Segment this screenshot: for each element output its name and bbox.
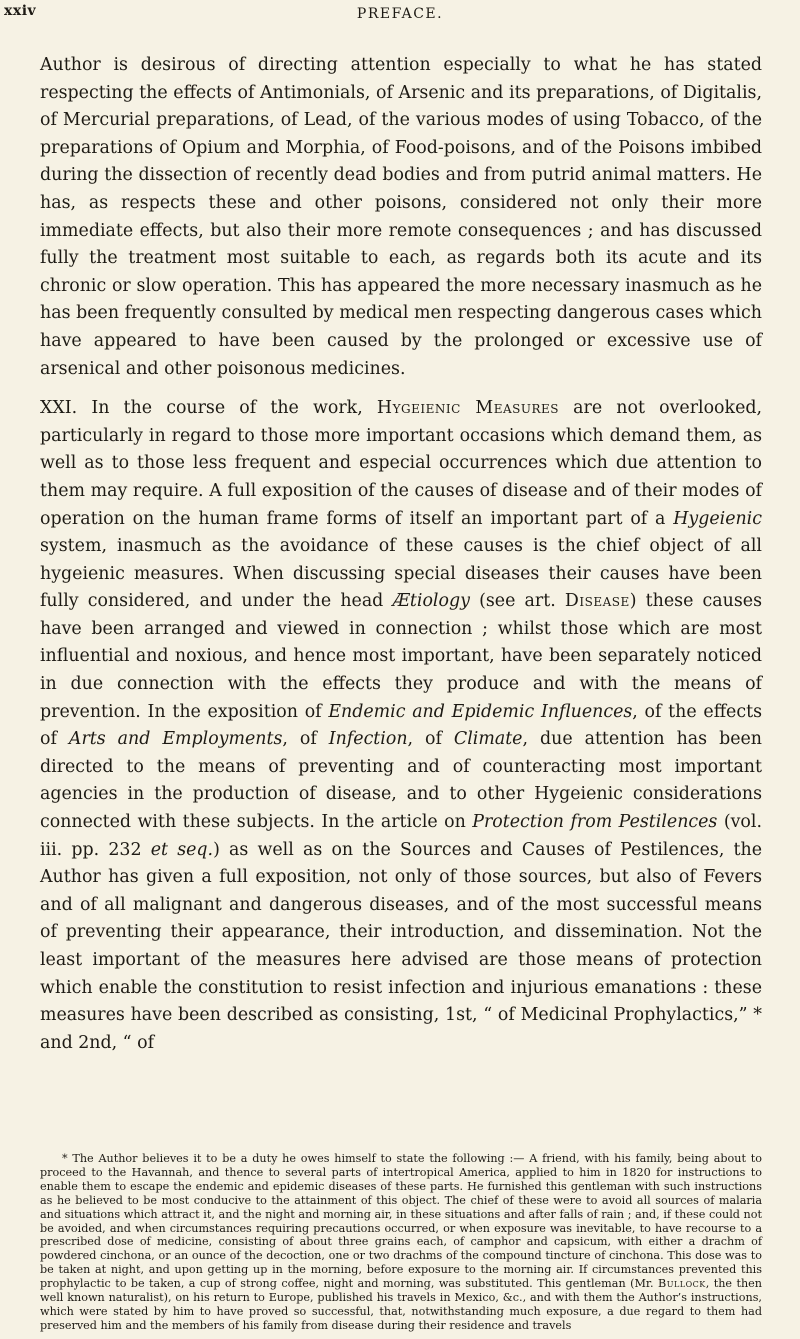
small-caps-term: Bullock (658, 1277, 706, 1291)
text-run: * The Author believes it to be a duty he owes himself to state the following :— A friend, with his family, being about to proceed to the Havannah, and thence to several parts of intertropical America, applied to him in 1820 for instructions to enable them to escape the endemic and epidemic diseases of these parts. He furnished this gentleman with such instructions as he believed to be most conducive to the attainment of this object. The chief of these were to avoid all sources of malaria and situations which attract it, and the night and morning air, in these situations and after falls of rain ; and, if these could not be avoided, and when circumstances requiring precautions occurred, or when exposure was inevitable, to have recourse to a prescribed dose of medicine, consisting of about three grains each, of camphor and capsicum, with either a drachm of powdered cinchona, or an ounce of the decoction, one or two drachms of the compound tincture of cinchona. This dose was to be taken at night, and upon getting up in the morning, before exposure to the morning air. If circumstances prevented this prophylactic to be taken, a cup of strong coffee, night and morning, was substituted. This gentleman (Mr. (40, 1152, 762, 1291)
text-run: , of (282, 729, 329, 750)
paragraph-xxi-hygeienic (40, 395, 762, 1057)
text-run: In the course of the work, (77, 398, 377, 419)
text-run: (vol. iii. pp. 232 (40, 812, 762, 860)
text-run: , the then well known naturalist), on his return to Europe, published his travels in Mexico, &c., and with them the Author’s instructions, which were stated by him to have proved so successful, that, notwithstanding much exposure, a due regard to them had preserved him and the members of his family from disease during their residence and travels (40, 1277, 762, 1332)
page-header (0, 0, 800, 36)
italic-term: Arts and Employments (68, 729, 283, 750)
running-head: PREFACE. (356, 6, 444, 22)
italic-term: Climate (453, 729, 523, 750)
small-caps-term: Hygeienic Measures (376, 398, 560, 419)
small-caps-term: Disease (564, 591, 630, 612)
italic-term: Protection from Pestilences (472, 812, 718, 833)
text-run: , due attention has been directed to the means of preventing and of counteracting most important agencies in the production of disease, and to other Hygeienic considerations connected with these subjects. In the article on (40, 729, 762, 833)
italic-term: Hygeienic (673, 508, 762, 529)
footnote-text (40, 1152, 762, 1333)
italic-term: et seq. (150, 839, 214, 860)
text-run: system, inasmuch as the avoidance of these causes is the chief object of all hygeienic measures. When discussing special diseases their causes have been fully considered, and under the head (40, 536, 762, 612)
page-number: xxiv (4, 3, 37, 19)
text-run: , of (407, 729, 454, 750)
text-run: , of the effects of (40, 701, 762, 750)
section-number: XXI. (40, 398, 78, 419)
italic-term: Endemic and Epidemic Influences (328, 701, 633, 722)
text-run: (see art. (469, 591, 565, 612)
paragraph-author-poisons: Author is desirous of directing attention especially to what he has stated respecting the effects of Antimonials, of Arsenic and its preparations, of Digitalis, of Mercurial preparations, of Lead, of the various modes of using Tobacco, of the preparations of Opium and Morphia, of Food-poisons, and of the Poisons imbibed during the dissection of recently dead bodies and from putrid animal matters. He has, as respects these and other poisons, considered not only their more immediate effects, but also their more remote consequences ; and has discussed fully the treatment most suitable to each, as regards both its acute and its chronic or slow operation. This has appeared the more necessary inasmuch as he has been frequently consulted by medical men respecting dangerous cases which have appeared to have been caused by the prolonged or excessive use of arsenical and other poisonous medicines. (40, 55, 762, 379)
italic-term: Infection (328, 729, 408, 750)
italic-term: Ætiology (392, 591, 470, 612)
text-run: are not overlooked, particularly in regard to those more important occasions which demand them, as well as to those less frequent and especial occurrences which due attention to them may require. A full exposition of the causes of disease and of their modes of operation on the human frame forms of itself an important part of a (40, 398, 763, 529)
text-run: ) as well as on the Sources and Causes of Pestilences, the Author has given a full exposition, not only of those sources, but also of Fevers and of all malignant and dangerous diseases, and of the most successful means of preventing their appearance, their introduction, and dissemination. Not the least important of the measures here advised are those means of protection which enable the constitution to resist infection and injurious emanations : these measures have been described as consisting, 1st, “ of Medicinal Prophylactics,” * and 2nd, “ of (40, 839, 763, 1053)
footnote (40, 1152, 762, 1333)
body-text (40, 52, 762, 1057)
text-run: ) these causes have been arranged and viewed in connection ; whilst those which are most influential and noxious, and hence most important, have been separately noticed in due connection with the effects they produce and with the means of prevention. In the exposition of (40, 591, 762, 722)
